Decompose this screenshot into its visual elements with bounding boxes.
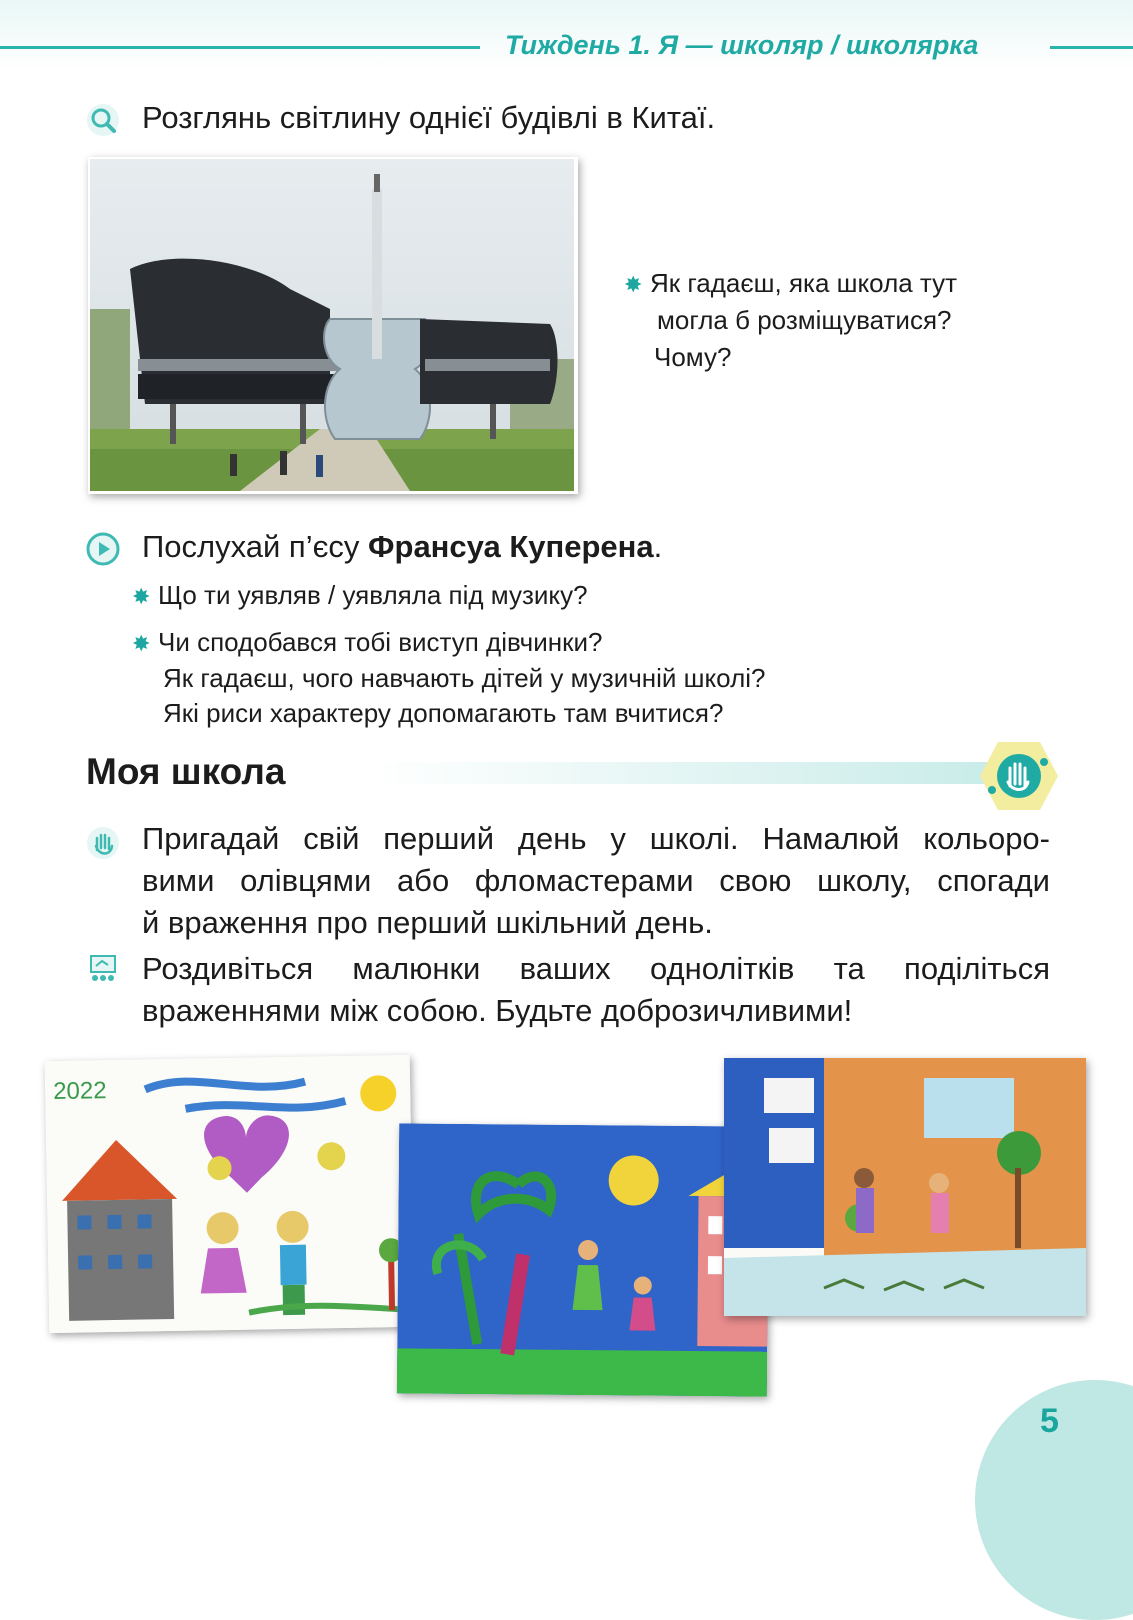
page-number: 5 bbox=[1040, 1402, 1059, 1440]
section1-instruction: Розглянь світлину однієї будівлі в Китаї. bbox=[142, 100, 716, 135]
header-rule-right bbox=[1050, 46, 1133, 49]
question-line: могла б розміщуватися? bbox=[657, 305, 952, 335]
header-rule-left bbox=[0, 46, 480, 49]
child-drawing-1 bbox=[45, 1055, 415, 1333]
question-1 bbox=[132, 580, 588, 611]
splash-hand-icon bbox=[978, 740, 1060, 817]
building-photo bbox=[88, 157, 578, 494]
question-2 bbox=[132, 625, 765, 731]
section-heading: Моя школа bbox=[86, 751, 286, 792]
section2-instruction bbox=[142, 529, 662, 565]
question-text: Чи сподобався тобі виступ дівчинки? bbox=[158, 627, 603, 657]
task-line: враженнями між собою. Будьте доброзичливими! bbox=[142, 993, 853, 1028]
task-line: вими олівцями або фломастерами свою школу, спогади bbox=[142, 863, 1050, 898]
instruction-text: Послухай п’єсу bbox=[142, 529, 369, 564]
group-discussion-icon bbox=[86, 952, 120, 991]
question-list-1 bbox=[624, 268, 957, 373]
task-line: Пригадай свій перший день у школі. Намалюй кольоро- bbox=[142, 821, 1050, 856]
composer-name: Франсуа Куперена bbox=[368, 529, 654, 564]
task-discuss bbox=[142, 948, 1050, 1032]
question-text: Як гадаєш, чого навчають дітей у музичній школі? bbox=[163, 663, 766, 693]
heading-band bbox=[370, 762, 990, 784]
question-line: Як гадаєш, яка школа тут bbox=[650, 268, 958, 298]
week-title: Тиждень 1. Я — школяр / школярка bbox=[505, 30, 979, 60]
hand-icon bbox=[86, 826, 120, 865]
question-line: Чому? bbox=[654, 342, 732, 372]
child-drawing-3 bbox=[724, 1058, 1086, 1316]
question-text: Що ти уявляв / уявляла під музику? bbox=[158, 580, 588, 610]
magnifier-icon bbox=[86, 103, 120, 142]
task-line: Роздивіться малюнки ваших однолітків та поділіться bbox=[142, 951, 1050, 986]
star-bullet-icon: ✸ bbox=[624, 272, 643, 297]
child-drawing-2 bbox=[397, 1123, 769, 1396]
task-line: й враження про перший шкільний день. bbox=[142, 905, 713, 940]
drawing-year: 2022 bbox=[52, 1077, 107, 1106]
star-bullet-icon: ✸ bbox=[132, 631, 151, 656]
instruction-period: . bbox=[653, 529, 663, 564]
star-bullet-icon: ✸ bbox=[132, 584, 151, 609]
question-text: Які риси характеру допомагають там вчитися? bbox=[163, 698, 724, 728]
task-draw bbox=[142, 818, 1050, 944]
play-icon bbox=[86, 532, 120, 571]
